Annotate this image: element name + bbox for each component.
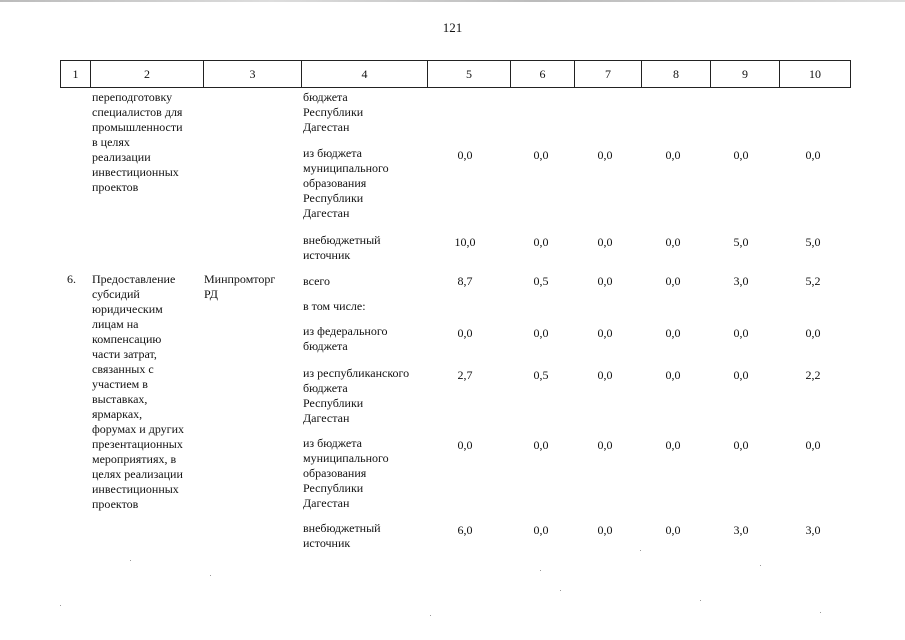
responsible-executor: Минпромторг РД [204,272,276,301]
funding-source: в том числе: [303,299,366,313]
value-cell: 6,0 [457,523,473,537]
funding-source: внебюджетный источник [303,521,381,550]
value-cell: 0,5 [533,274,549,288]
value-cell: 0,0 [665,326,681,340]
value-cell: 0,0 [457,148,473,162]
value-cell: 0,0 [805,326,821,340]
header-col-8: 8 [642,61,711,88]
value-cell: 3,0 [733,274,749,288]
value-cell: 0,0 [533,326,549,340]
value-cell: 0,0 [665,235,681,249]
row-number: 6. [67,272,76,286]
value-cell: 0,0 [597,523,613,537]
value-cell: 0,0 [533,438,549,452]
value-cell: 0,0 [733,326,749,340]
header-col-1: 1 [61,61,91,88]
value-cell: 0,0 [665,438,681,452]
page-number: 121 [442,20,463,35]
value-cell: 2,7 [457,368,473,382]
scan-top-edge [0,0,905,2]
value-cell: 0,0 [733,368,749,382]
value-cell: 0,0 [665,274,681,288]
header-col-4: 4 [302,61,428,88]
value-cell: 0,0 [665,148,681,162]
funding-source: бюджета Республики Дагестан [303,90,364,134]
value-cell: 0,0 [533,148,549,162]
header-row [61,61,851,88]
header-col-9: 9 [711,61,780,88]
funding-source: из бюджета муниципального образования Республики Дагестан [303,146,389,220]
value-cell: 0,0 [665,368,681,382]
funding-source: из федерального бюджета [303,324,388,353]
column-number-header [60,60,851,88]
funding-source: всего [303,274,331,288]
value-cell: 5,0 [805,235,821,249]
header-col-5: 5 [428,61,511,88]
value-cell: 0,0 [457,326,473,340]
header-col-7: 7 [575,61,642,88]
value-cell: 0,0 [597,274,613,288]
value-cell: 3,0 [733,523,749,537]
header-col-2: 2 [91,61,204,88]
value-cell: 0,0 [597,235,613,249]
value-cell: 8,7 [457,274,473,288]
funding-source: из бюджета муниципального образования Республики Дагестан [303,436,389,510]
value-cell: 10,0 [454,235,476,249]
value-cell: 5,0 [733,235,749,249]
header-col-3: 3 [204,61,302,88]
header-col-10: 10 [780,61,851,88]
value-cell: 0,0 [597,368,613,382]
value-cell: 2,2 [805,368,821,382]
value-cell: 0,0 [805,148,821,162]
value-cell: 0,0 [805,438,821,452]
value-cell: 5,2 [805,274,821,288]
value-cell: 0,5 [533,368,549,382]
funding-source: внебюджетный источник [303,233,381,262]
activity-name: Предоставление субсидий юридическим лицам на компенсацию части затрат, связанных с участием в выставках, ярмарках, форумах и других презентационных мероприятиях, в целях реализации инвестиционных проектов [92,272,185,511]
value-cell: 0,0 [665,523,681,537]
value-cell: 0,0 [597,438,613,452]
value-cell: 0,0 [533,235,549,249]
value-cell: 3,0 [805,523,821,537]
table-body [0,90,905,640]
activity-name-continuation: переподготовку специалистов для промышленности в целях реализации инвестиционных проектов [92,90,183,194]
value-cell: 0,0 [457,438,473,452]
value-cell: 0,0 [733,148,749,162]
value-cell: 0,0 [533,523,549,537]
header-col-6: 6 [511,61,575,88]
value-cell: 0,0 [733,438,749,452]
funding-source: из республиканского бюджета Республики Дагестан [303,366,410,425]
value-cell: 0,0 [597,326,613,340]
value-cell: 0,0 [597,148,613,162]
